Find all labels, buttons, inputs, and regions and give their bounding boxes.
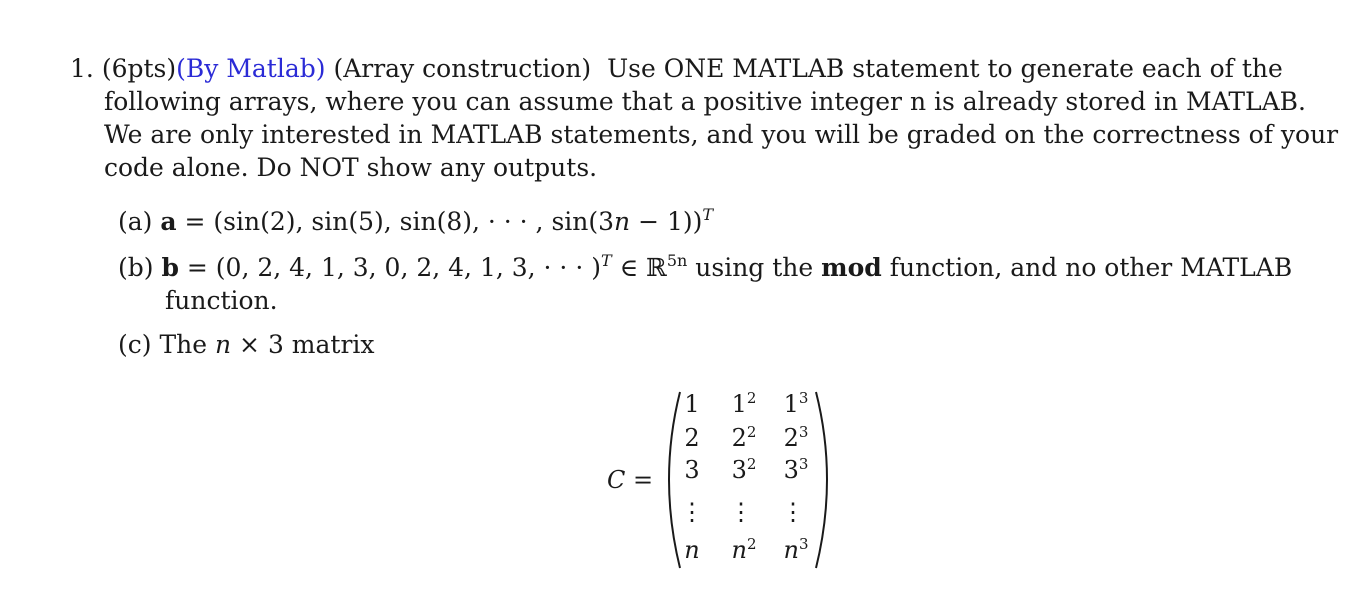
matrix-vdots: ⋮: [680, 498, 704, 526]
part-b-expression: = (0, 2, 4, 1, 3, 0, 2, 4, 1, 3, · · · ): [178, 253, 601, 282]
part-c-label: (c): [118, 330, 152, 359]
matrix-vdots: ⋮: [781, 498, 805, 526]
part-b-label: (b): [118, 253, 154, 282]
part-c-n: n: [215, 330, 232, 359]
problem-points: (6pts): [101, 54, 177, 83]
matrix-cell: $3^3$: [783, 455, 809, 484]
problem-text-line-3: We are only interested in MATLAB statements, and you will be graded on the correctness of your: [104, 120, 1339, 149]
matrix-cell: $1^3$: [783, 389, 809, 418]
problem-text-line-2: following arrays, where you can assume that a positive integer n is already stored in MATLAB.: [104, 87, 1306, 116]
matrix-cell: $2^3$: [783, 423, 809, 452]
matrix-lhs: C =: [606, 466, 654, 494]
matrix-c: [600, 384, 840, 574]
right-paren: [816, 392, 827, 568]
part-a-expression-end: − 1)): [630, 207, 703, 236]
matrix-cell: 3: [684, 456, 700, 484]
part-b-dimension: 5n: [666, 251, 688, 270]
part-a: [118, 205, 713, 241]
problem-instruction: Use ONE MATLAB statement to generate each of the: [607, 54, 1283, 83]
problem-topic: (Array construction): [333, 54, 592, 83]
problem-text-line-4: code alone. Do NOT show any outputs.: [104, 153, 598, 182]
part-b-text-after: function, and no other MATLAB: [881, 253, 1293, 282]
part-c-text: The: [159, 330, 215, 359]
matrix-cell: $1^2$: [731, 389, 757, 418]
matrix-cell: $3^2$: [731, 455, 757, 484]
part-b-set: ∈ ℝ: [611, 253, 667, 282]
problem-tool-link[interactable]: (By Matlab): [176, 54, 326, 83]
part-c-text-end: × 3 matrix: [231, 330, 375, 359]
matrix-cell: 2: [684, 424, 700, 452]
problem-header-line: [70, 52, 1283, 85]
matrix-cell: $n^3$: [783, 535, 809, 564]
part-b-mod-keyword: mod: [821, 253, 882, 282]
matrix-cell: $2^2$: [731, 423, 757, 452]
matrix-vdots: ⋮: [729, 498, 753, 526]
part-a-n: n: [614, 207, 631, 236]
part-a-label: (a): [118, 207, 153, 236]
matrix-cell: 1: [684, 390, 700, 418]
part-b-transpose: T: [600, 251, 612, 270]
problem-number: 1.: [70, 54, 94, 83]
part-a-expression: = (sin(2), sin(5), sin(8), · · · , sin(3: [176, 207, 615, 236]
part-b-variable: b: [161, 253, 179, 282]
part-a-transpose: T: [702, 205, 714, 224]
matrix-cell: $n^2$: [731, 535, 757, 564]
part-b-text-before: using the: [687, 253, 822, 282]
left-paren: [669, 392, 680, 568]
part-b-continuation: function.: [165, 286, 278, 315]
part-b: [118, 251, 1292, 287]
part-c: [118, 328, 375, 361]
part-a-variable: a: [160, 207, 177, 236]
matrix-cell: n: [684, 536, 700, 564]
